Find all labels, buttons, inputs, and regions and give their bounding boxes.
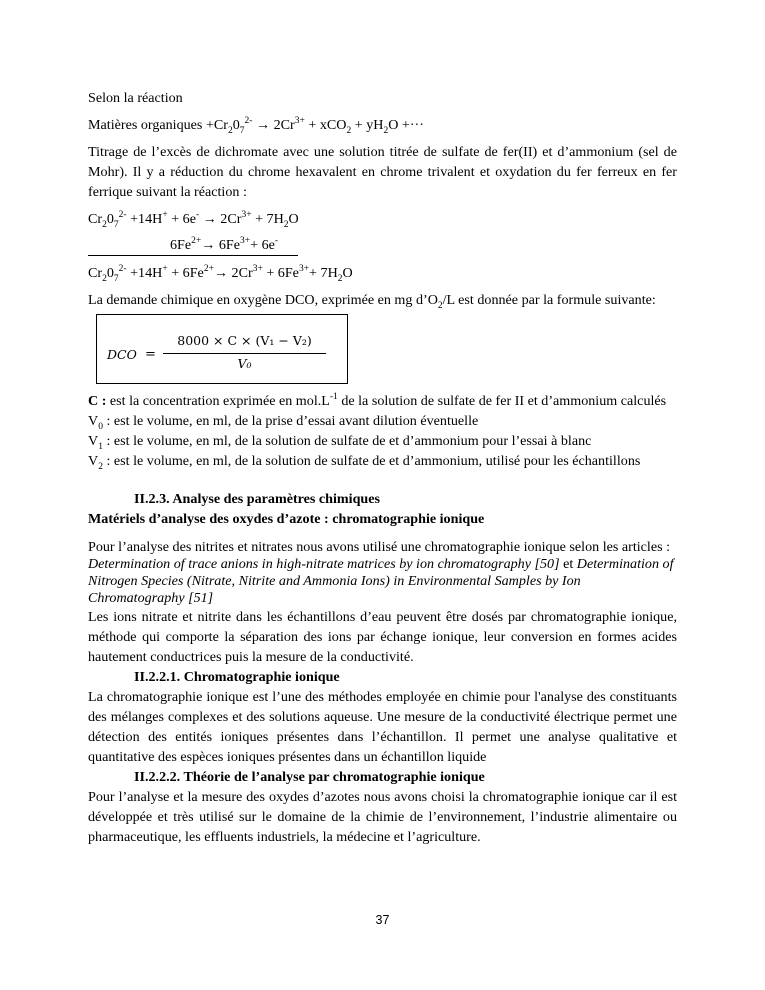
def-v0: $V_0$ : est le volume, en ml, de la prise d’essai avant dilution éventuelle: [88, 413, 479, 432]
formula-equals: =: [145, 347, 156, 362]
titrage-paragraph: Titrage de l’excès de dichromate avec une solution titrée de sulfate de fer(II) et d’ammonium (sel de Mohr). Il y a réduction du chrome hexavalent en chrome trivalent et oxydation du fer ferreux en fer ferrique suivant la réaction :: [88, 144, 677, 200]
global-reaction: $Cr_20_7^{2-} +14H^+ + 6Fe^{2+}\to 2Cr^{3+} + 6Fe^{3+}+ 7H_2O$: [88, 263, 353, 284]
formula-fraction: [163, 332, 326, 374]
section-heading-2-2-2-1: II.2.2.1. Chromatographie ionique: [134, 669, 340, 685]
def-c: C : est la concentration exprimée en $mol.L^{-1}$ de la solution de sulfate de fer II et d’ammonium calculés: [88, 391, 667, 409]
reference-51: Determination of Nitrogen Species (Nitrate, Nitrite and Ammonia Ions) in Environmental Samples by Ion Chromatography [51]: [88, 556, 674, 606]
intro-line: Selon la réaction: [88, 90, 183, 106]
formula-denominator: V₀: [237, 356, 252, 371]
page-number: 37: [375, 913, 390, 927]
half-reaction-chrome: $Cr_20_7^{2-} +14H^+ + 6e^- \to 2Cr^{3+} + 7H_2O$: [88, 209, 299, 230]
section-heading-2-2-2-2: II.2.2.2. Théorie de l’analyse par chromatographie ionique: [134, 769, 485, 785]
materiels-heading: Matériels d’analyse des oxydes d’azote : chromatographie ionique: [88, 511, 485, 527]
dco-intro: La demande chimique en oxygène DCO, exprimée en mg $d’O_2/L$ est donnée par la formule suivante:: [88, 292, 656, 311]
reference-50: Determination of trace anions in high-nitrate matrices by ion chromatography [50]: [88, 556, 560, 572]
dco-formula-box: [96, 314, 348, 384]
document-page: [88, 88, 677, 847]
half-reaction-iron: $6Fe^{2+}\to 6Fe^{3+}+ 6e^-$: [88, 236, 298, 256]
formula-numerator: 8000 × C × (V₁ − V₂): [163, 332, 326, 354]
formula-lhs: DCO: [107, 347, 137, 362]
def-v2: $V_2$ : est le volume, en ml, de la solution de sulfate de et d’ammonium, utilisé pour les échantillons: [88, 453, 641, 472]
references-paragraph: Pour l’analyse des nitrites et nitrates nous avons utilisé une chromatographie ionique selon les articles : Determination of trace anions in high-nitrate matrices by ion chromatography [50] et Determination of Nitrogen Species (Nitrate, Nitrite and Ammonia Ions) in Environmental Samples by Ion Chromatography [51]: [88, 539, 674, 606]
ions-paragraph: Les ions nitrate et nitrite dans les échantillons d’eau peuvent être dosés par chromatographie ionique, méthode qui comporte la séparation des ions par échange ionique, leur conversion en formes acides hautement conductrices puis la mesure de la conductivité.: [88, 609, 677, 665]
reaction-organic: Matières organiques $+Cr_20_7^{2-} \to 2Cr^{3+} + xCO_2 + yH_2O$ +···: [88, 115, 424, 136]
chromatographie-paragraph: La chromatographie ionique est l’une des méthodes employée en chimie pour l'analyse des constituants des mélanges complexes et des solutions aqueuse. Une mesure de la conductivité électrique permet une détection des entités ioniques présentes dans l’échantillon. Il permet une analyse qualitative et quantitative des espèces ioniques présentes dans un échantillon liquide: [88, 689, 677, 765]
variable-definitions: [88, 391, 677, 471]
def-v1: $V_1$ : est le volume, en ml, de la solution de sulfate de et d’ammonium pour l’essai à blanc: [88, 433, 592, 452]
section-heading-2-2-3: II.2.3. Analyse des paramètres chimiques: [134, 491, 380, 507]
theorie-paragraph: Pour l’analyse et la mesure des oxydes d’azotes nous avons choisi la chromatographie ionique car il est développée et très utilisé sur le domaine de la chimie de l’environnement, l’industrie alimentaire ou pharmaceutique, les effluents industriels, la médecine et l’agriculture.: [88, 789, 677, 845]
